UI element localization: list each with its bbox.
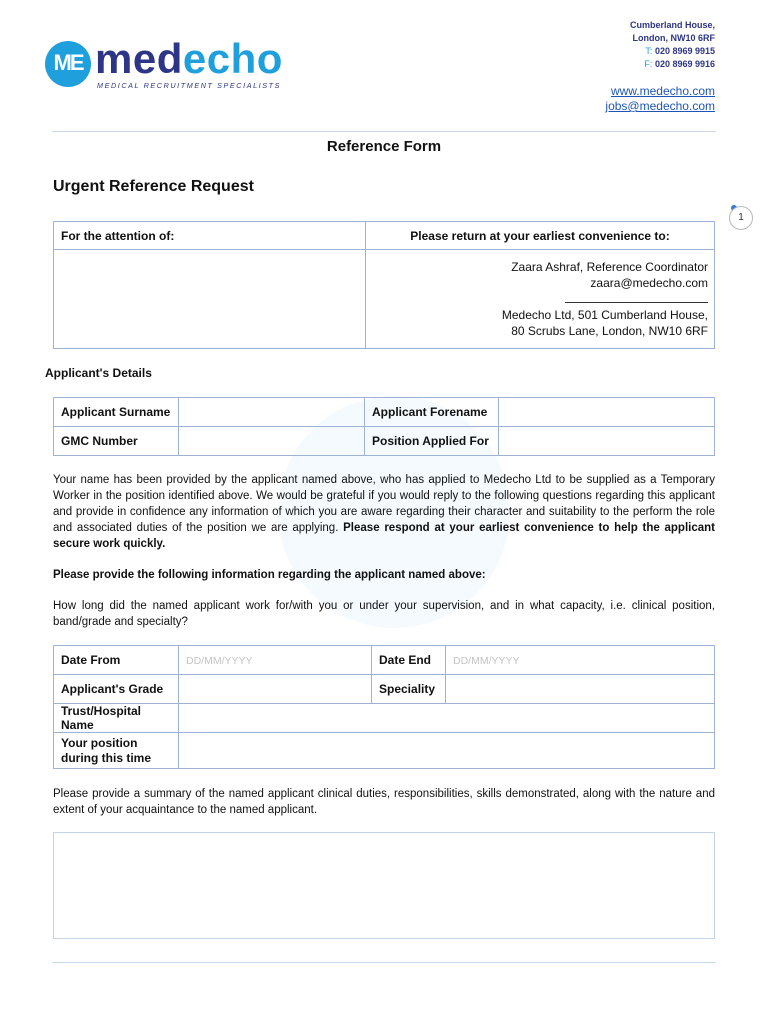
employment-table <box>53 645 715 769</box>
website-link[interactable]: www.medecho.com <box>610 84 715 98</box>
divider-line <box>565 302 708 303</box>
applicant-details-heading: Applicant's Details <box>45 366 152 380</box>
return-to-header: Please return at your earliest convenience to: <box>366 222 715 250</box>
position-applied-input[interactable] <box>499 427 715 456</box>
attention-header: For the attention of: <box>54 222 366 250</box>
footer-divider <box>52 962 716 963</box>
page-title: Reference Form <box>326 138 442 155</box>
return-address-line-2: 80 Scrubs Lane, London, NW10 6RF <box>511 324 708 338</box>
date-end-input[interactable]: DD/MM/YYYY <box>446 646 715 675</box>
date-end-label: Date End <box>372 646 446 675</box>
gmc-input[interactable] <box>179 427 365 456</box>
question-1: How long did the named applicant work for/with you or under your supervision, and in what capacity, i.e. clinical position, band/grade and specialty? <box>53 600 715 628</box>
question-2: Please provide a summary of the named applicant clinical duties, responsibilities, skills demonstrated, along with the nature and extent of your acquaintance to the named applicant. <box>53 788 715 816</box>
surname-input[interactable] <box>179 398 365 427</box>
page-subtitle: Urgent Reference Request <box>53 178 254 195</box>
attention-input[interactable] <box>54 250 366 349</box>
phone-line: T: 020 8969 9915 <box>645 46 715 56</box>
company-links <box>605 84 715 114</box>
gmc-label: GMC Number <box>54 427 179 456</box>
grade-input[interactable] <box>179 675 372 704</box>
speciality-label: Speciality <box>372 675 446 704</box>
your-position-input[interactable] <box>179 733 715 769</box>
comment-marker[interactable]: 1 <box>729 206 753 230</box>
trust-label: Trust/Hospital Name <box>54 704 179 733</box>
date-from-input[interactable]: DD/MM/YYYY <box>179 646 372 675</box>
medecho-logo <box>45 35 305 93</box>
address-line-2: London, NW10 6RF <box>632 33 715 43</box>
coordinator-name: Zaara Ashraf, Reference Coordinator <box>511 260 708 274</box>
grade-label: Applicant's Grade <box>54 675 179 704</box>
date-from-label: Date From <box>54 646 179 675</box>
logo-tagline: MEDICAL RECRUITMENT SPECIALISTS <box>97 81 282 90</box>
trust-input[interactable] <box>179 704 715 733</box>
coordinator-email: zaara@medecho.com <box>590 276 708 290</box>
return-address-line-1: Medecho Ltd, 501 Cumberland House, <box>501 308 708 322</box>
attention-table <box>53 221 715 349</box>
forename-input[interactable] <box>499 398 715 427</box>
speciality-input[interactable] <box>446 675 715 704</box>
intro-paragraph: Your name has been provided by the applicant named above, who has applied to Medecho Ltd to be supplied as a Temporary Worker in the position identified above. We would be grateful if you would reply to the following questions regarding this applicant and provide in confidence any information of which you are aware regarding their character and suitability to the perform the role and associated duties of the position we are applying. Please respond at your earliest convenience to help the applicant secure work quickly. <box>53 474 715 550</box>
return-address-cell <box>366 250 715 349</box>
email-link[interactable]: jobs@medecho.com <box>605 99 715 113</box>
info-heading: Please provide the following information regarding the applicant named above: <box>53 569 486 581</box>
fax-line: F: 020 8969 9916 <box>644 59 715 69</box>
logo-wordmark: medecho <box>95 35 283 82</box>
position-applied-label: Position Applied For <box>365 427 499 456</box>
your-position-label: Your position during this time <box>54 733 179 769</box>
applicant-details-table <box>53 397 715 456</box>
address-line-1: Cumberland House, <box>629 20 715 30</box>
company-contact-block <box>630 19 715 71</box>
logo-mark-icon: ME <box>45 41 91 87</box>
header-divider <box>52 131 716 132</box>
surname-label: Applicant Surname <box>54 398 179 427</box>
forename-label: Applicant Forename <box>365 398 499 427</box>
summary-textarea[interactable] <box>53 832 715 939</box>
